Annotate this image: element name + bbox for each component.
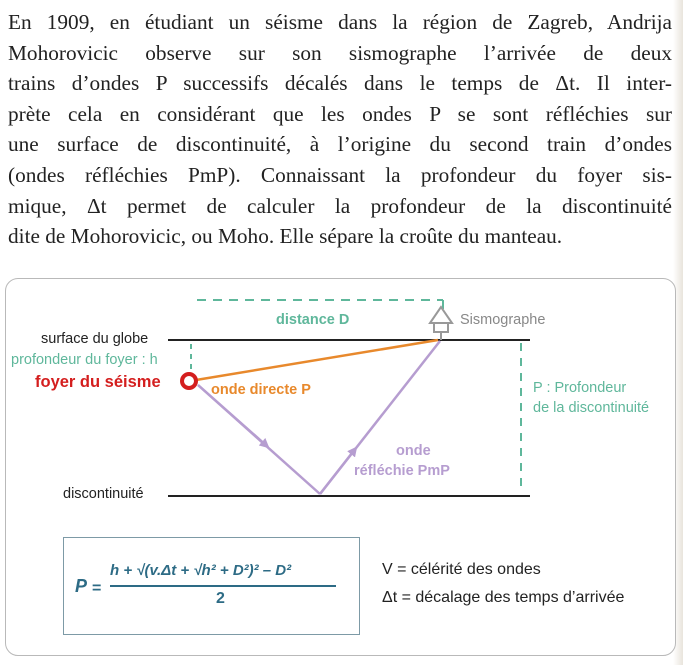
reflected-wave-label-1: onde: [396, 443, 431, 459]
formula-equals: =: [92, 580, 102, 597]
intro-paragraph: [8, 7, 672, 252]
formula-denominator: 2: [216, 590, 225, 607]
formula-box: [63, 537, 360, 635]
paragraph-line: une surface de discontinuité, à l’origine du second train d’ondes: [8, 132, 672, 157]
legend-v: V = célérité des ondes: [382, 561, 541, 578]
focus-label: foyer du séisme: [35, 373, 161, 391]
discontinuity-label: discontinuité: [63, 486, 144, 502]
paragraph-line: dite de Mohorovicic, ou Moho. Elle sépare la croûte du manteau.: [8, 224, 563, 249]
depth-label-1: P : Profondeur: [533, 380, 627, 396]
focus-depth-label: profondeur du foyer : h: [11, 352, 158, 368]
moho-figure: [5, 278, 676, 656]
paragraph-line: Mohorovicic observe sur son sismographe l’arrivée de deux: [8, 40, 672, 65]
depth-label-2: de la discontinuité: [533, 400, 650, 416]
formula-numerator: h + √(v.Δt + √h² + D²)² – D²: [110, 562, 292, 579]
focus-circle-icon: [182, 374, 196, 388]
direct-wave-label: onde directe P: [211, 382, 311, 398]
paragraph-line: prète cela en considérant que les ondes P se sont réfléchies sur: [8, 101, 672, 126]
paragraph-line: En 1909, en étudiant un séisme dans la région de Zagreb, Andrija: [8, 10, 672, 34]
paragraph-line: mique, Δt permet de calculer la profondeur de la discontinuité: [8, 193, 672, 218]
surface-label: surface du globe: [41, 331, 149, 347]
seismograph-icon: [430, 307, 452, 340]
reflected-wave-arrow-up: [320, 448, 356, 494]
paragraph-line: (ondes réfléchies PmP). Connaissant la profondeur du foyer sis-: [8, 162, 672, 187]
reflected-wave-label-2: réfléchie PmP: [354, 463, 450, 479]
seismograph-label: Sismographe: [460, 312, 546, 328]
direct-wave-line: [196, 340, 438, 380]
formula-fraction-bar: [110, 585, 336, 587]
paragraph-line: trains d’ondes P successifs décalés dans le temps de Δt. Il inter-: [8, 71, 672, 96]
legend-dt: Δt = décalage des temps d’arrivée: [382, 589, 625, 606]
distance-label: distance D: [276, 312, 350, 328]
formula-lhs: P: [75, 576, 88, 596]
